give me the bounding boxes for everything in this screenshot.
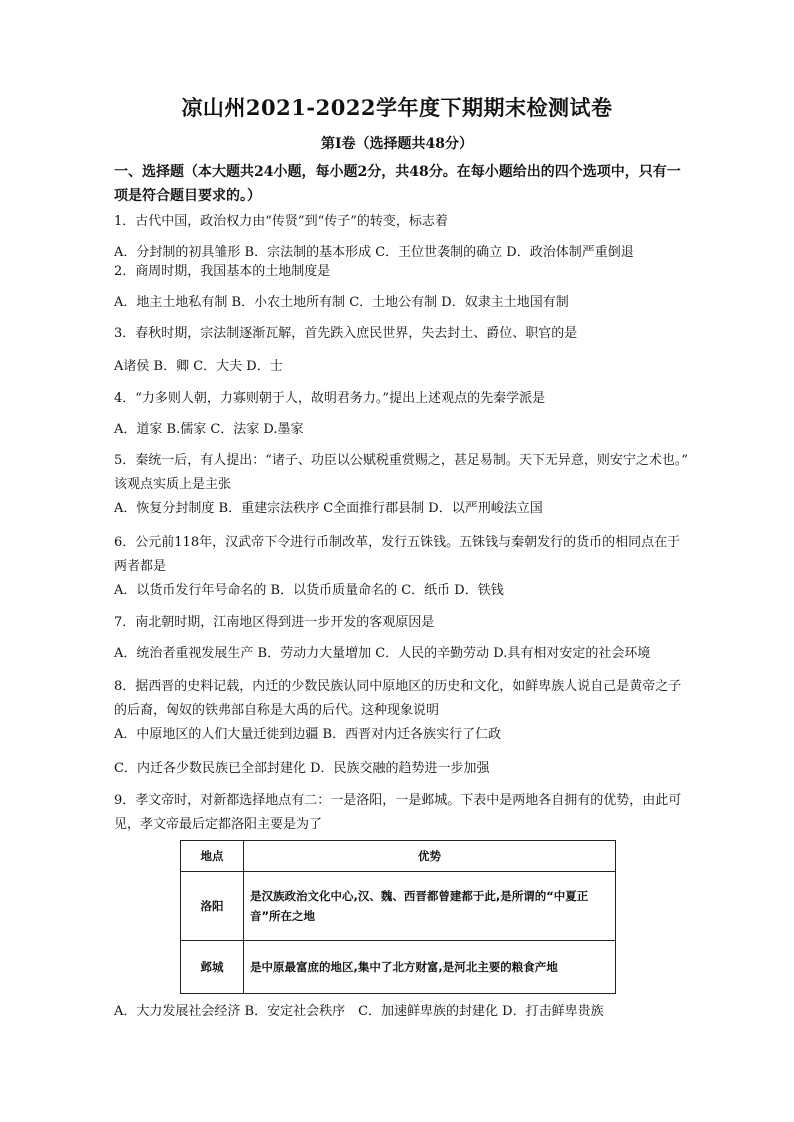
table-cell-place: 洛阳 — [181, 872, 244, 941]
table-header-place: 地点 — [181, 841, 244, 872]
table-row — [181, 872, 616, 941]
exam-title: 凉山州2021-2022学年度下期期末检测试卷 — [181, 95, 613, 120]
question-8-options-line1: A．中原地区的人们大量迁徙到边疆 B．西晋对内迁各族实行了仁政 — [114, 727, 502, 742]
question-5-stem: 5．秦统一后，有人提出：“诸子、功臣以公赋税重赏赐之，甚足易制。天下无异意，则安宁之术也。” 该观点实质上是主张 — [114, 453, 689, 492]
question-1-options: A．分封制的初具雏形 B．宗法制的基本形成 C．王位世袭制的确立 D．政治体制严重倒退 — [114, 245, 634, 260]
question-7-options: A．统治者重视发展生产 B．劳动力大量增加 C．人民的辛勤劳动 D.具有相对安定的社会环境 — [114, 646, 651, 661]
question-9-options: A．大力发展社会经济 B．安定社会秩序 C．加速鲜卑族的封建化 D．打击鲜卑贵族 — [114, 1004, 604, 1019]
question-2-options: A．地主土地私有制 B．小农土地所有制 C．土地公有制 D．奴隶主土地国有制 — [114, 295, 569, 310]
question-2-stem: 2．商周时期，我国基本的土地制度是 — [114, 264, 331, 279]
part-subtitle: 第Ⅰ卷（选择题共48分） — [320, 136, 474, 152]
table-cell-advantage: 是中原最富庶的地区,集中了北方财富,是河北主要的粮食产地 — [244, 941, 616, 994]
question-8-stem: 8．据西晋的史料记载，内迁的少数民族认同中原地区的历史和文化，如鲜卑族人说自己是黄帝之子的后裔，匈奴的铁弗部自称是大禹的后代。这种现象说明 — [114, 679, 682, 718]
question-5-options: A．恢复分封制度 B．重建宗法秩序 C全面推行郡县制 D．以严刑峻法立国 — [114, 501, 543, 516]
table-row — [181, 941, 616, 994]
table-header-advantage: 优势 — [244, 841, 616, 872]
question-6-stem: 6．公元前118年，汉武帝下令进行币制改革，发行五铢钱。五铢钱与秦朝发行的货币的相同点在于两者都是 — [114, 535, 681, 574]
location-advantage-table — [180, 840, 616, 994]
question-1-stem: 1．古代中国，政治权力由“传贤”到“传子”的转变，标志着 — [114, 214, 448, 229]
question-3-stem: 3．春秋时期，宗法制逐渐瓦解，首先跌入庶民世界，失去封土、爵位、职官的是 — [114, 326, 578, 341]
question-6-options: A．以货币发行年号命名的 B．以货币质量命名的 C．纸币 D．铁钱 — [114, 583, 504, 598]
table-cell-advantage: 是汉族政治文化中心,汉、魏、西晋都曾建都于此,是所谓的“中夏正音”所在之地 — [244, 872, 616, 941]
question-3-options: A诸侯 B．卿 C．大夫 D．士 — [114, 359, 283, 374]
table-header-row — [181, 841, 616, 872]
table-cell-place: 邺城 — [181, 941, 244, 994]
section-heading: 一、选择题（本大题共24小题，每小题2分，共48分。在每小题给出的四个选项中，只有一项是符合题目要求的。） — [114, 164, 681, 204]
question-8-options-line2: C．内迁各少数民族已全部封建化 D．民族交融的趋势进一步加强 — [114, 761, 490, 776]
question-4-stem: 4．“力多则人朝，力寡则朝于人，故明君务力。”提出上述观点的先秦学派是 — [114, 391, 546, 406]
question-9-stem: 9．孝文帝时，对新都选择地点有二：一是洛阳，一是邺城。下表中是两地各自拥有的优势，由此可见，孝文帝最后定都洛阳主要是为了 — [114, 793, 682, 832]
question-4-options: A．道家 B.儒家 C．法家 D.墨家 — [114, 422, 304, 437]
question-7-stem: 7．南北朝时期，江南地区得到进一步开发的客观原因是 — [114, 615, 435, 630]
